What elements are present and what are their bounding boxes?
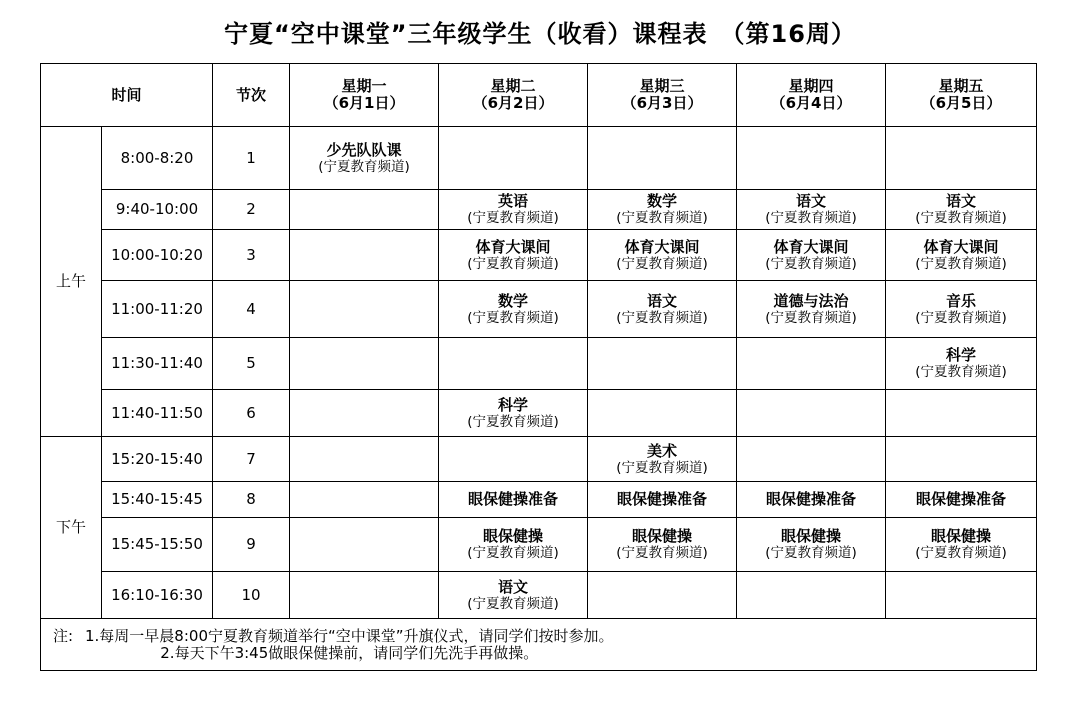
period-index-cell: 4 <box>213 281 290 338</box>
subject-name: 眼保健操准备 <box>916 490 1007 508</box>
page-title: 宁夏“空中课堂”三年级学生（收看）课程表 （第16周） <box>224 20 856 48</box>
class-cell <box>290 482 439 518</box>
class-cell <box>886 230 1037 281</box>
channel-name: (宁夏教育频道) <box>616 255 708 272</box>
subject-name: 科学 <box>946 346 977 364</box>
class-cell <box>737 390 886 437</box>
class-cell <box>737 281 886 338</box>
header-index: 节次 <box>213 64 290 127</box>
subject-name: 眼保健操准备 <box>617 490 708 508</box>
channel-name: (宁夏教育频道) <box>318 158 410 175</box>
subject-name: 体育大课间 <box>923 237 999 256</box>
class-cell <box>737 518 886 572</box>
class-cell <box>439 390 588 437</box>
period-index-cell: 6 <box>213 390 290 437</box>
subject-name: 科学 <box>498 395 529 414</box>
class-cell <box>588 572 737 619</box>
channel-name: (宁夏教育频道) <box>765 210 857 226</box>
channel-name: (宁夏教育频道) <box>616 309 708 326</box>
table-row <box>41 338 1037 390</box>
subject-name: 道德与法治 <box>773 291 849 310</box>
class-cell <box>439 230 588 281</box>
table-row <box>41 518 1037 572</box>
class-cell <box>737 338 886 390</box>
class-cell <box>439 518 588 572</box>
header-day-date: （6月4日） <box>770 94 852 112</box>
channel-name: (宁夏教育频道) <box>467 413 559 430</box>
channel-name: (宁夏教育频道) <box>915 309 1007 326</box>
time-cell: 15:45-15:50 <box>102 518 213 572</box>
class-cell <box>439 338 588 390</box>
class-cell <box>588 281 737 338</box>
class-cell <box>737 572 886 619</box>
header-time: 时间 <box>41 64 213 127</box>
table-row <box>41 230 1037 281</box>
time-cell: 11:00-11:20 <box>102 281 213 338</box>
class-cell <box>886 437 1037 482</box>
subject-name: 数学 <box>647 192 678 210</box>
channel-name: (宁夏教育频道) <box>915 210 1007 226</box>
period-index-cell: 1 <box>213 127 290 190</box>
header-day <box>439 64 588 127</box>
subject-name: 眼保健操 <box>931 527 992 545</box>
header-day-date: （6月2日） <box>472 94 554 112</box>
subject-name: 美术 <box>647 441 678 460</box>
schedule-table <box>40 63 1037 671</box>
header-day <box>588 64 737 127</box>
channel-name: (宁夏教育频道) <box>467 595 559 612</box>
class-cell <box>290 230 439 281</box>
class-cell <box>290 437 439 482</box>
class-cell <box>588 230 737 281</box>
class-cell <box>439 127 588 190</box>
header-day-date: （6月1日） <box>323 94 405 112</box>
table-row <box>41 127 1037 190</box>
period-morning: 上午 <box>41 127 102 437</box>
header-day-name: 星期一 <box>341 77 387 95</box>
class-cell <box>439 482 588 518</box>
class-cell <box>588 518 737 572</box>
notes-label: 注: <box>52 626 74 645</box>
channel-name: (宁夏教育频道) <box>467 255 559 272</box>
header-day <box>886 64 1037 127</box>
period-index-cell: 5 <box>213 338 290 390</box>
header-row <box>41 64 1037 127</box>
time-cell: 9:40-10:00 <box>102 190 213 230</box>
header-day-name: 星期四 <box>788 77 834 95</box>
class-cell <box>588 437 737 482</box>
class-cell <box>886 572 1037 619</box>
channel-name: (宁夏教育频道) <box>915 364 1007 380</box>
channel-name: (宁夏教育频道) <box>915 255 1007 272</box>
subject-name: 眼保健操准备 <box>468 490 559 508</box>
class-cell <box>886 390 1037 437</box>
class-cell <box>290 127 439 190</box>
subject-name: 体育大课间 <box>624 237 700 256</box>
class-cell <box>290 518 439 572</box>
period-index-cell: 2 <box>213 190 290 230</box>
period-index-cell: 3 <box>213 230 290 281</box>
subject-name: 语文 <box>498 577 529 596</box>
header-day-name: 星期三 <box>639 77 685 95</box>
time-cell: 11:30-11:40 <box>102 338 213 390</box>
subject-name: 英语 <box>498 192 529 210</box>
header-day-name: 星期二 <box>490 77 536 95</box>
class-cell <box>439 190 588 230</box>
time-cell: 10:00-10:20 <box>102 230 213 281</box>
time-cell: 11:40-11:50 <box>102 390 213 437</box>
subject-name: 语文 <box>796 192 827 210</box>
class-cell <box>290 338 439 390</box>
subject-name: 眼保健操 <box>632 527 693 545</box>
subject-name: 眼保健操 <box>483 527 544 545</box>
header-day-date: （6月3日） <box>621 94 703 112</box>
class-cell <box>886 338 1037 390</box>
table-row <box>41 190 1037 230</box>
class-cell <box>290 190 439 230</box>
class-cell <box>439 281 588 338</box>
subject-name: 眼保健操准备 <box>766 490 857 508</box>
table-row <box>41 437 1037 482</box>
class-cell <box>588 190 737 230</box>
class-cell <box>737 127 886 190</box>
time-cell: 15:40-15:45 <box>102 482 213 518</box>
channel-name: (宁夏教育频道) <box>915 545 1007 561</box>
table-row <box>41 281 1037 338</box>
table-row <box>41 390 1037 437</box>
class-cell <box>886 281 1037 338</box>
period-index-cell: 10 <box>213 572 290 619</box>
class-cell <box>439 437 588 482</box>
class-cell <box>737 190 886 230</box>
subject-name: 体育大课间 <box>475 237 551 256</box>
period-index-cell: 7 <box>213 437 290 482</box>
channel-name: (宁夏教育频道) <box>467 210 559 226</box>
period-index-cell: 9 <box>213 518 290 572</box>
subject-name: 体育大课间 <box>773 237 849 256</box>
channel-name: (宁夏教育频道) <box>765 309 857 326</box>
time-cell: 8:00-8:20 <box>102 127 213 190</box>
table-row <box>41 572 1037 619</box>
class-cell <box>588 127 737 190</box>
subject-name: 语文 <box>946 192 977 210</box>
header-day-date: （6月5日） <box>920 94 1002 112</box>
note-line: 1.每周一早晨8:00宁夏教育频道举行“空中课堂”升旗仪式，请同学们按时参加。 <box>85 626 614 645</box>
subject-name: 眼保健操 <box>781 527 842 545</box>
class-cell <box>886 518 1037 572</box>
time-cell: 15:20-15:40 <box>102 437 213 482</box>
subject-name: 音乐 <box>946 291 977 310</box>
header-day <box>737 64 886 127</box>
class-cell <box>886 482 1037 518</box>
period-index-cell: 8 <box>213 482 290 518</box>
channel-name: (宁夏教育频道) <box>765 545 857 561</box>
class-cell <box>290 281 439 338</box>
notes-cell <box>41 619 1037 671</box>
header-day <box>290 64 439 127</box>
channel-name: (宁夏教育频道) <box>467 309 559 326</box>
note-line: 2.每天下午3:45做眼保健操前，请同学们先洗手再做操。 <box>160 643 539 662</box>
channel-name: (宁夏教育频道) <box>616 459 708 476</box>
period-afternoon: 下午 <box>41 437 102 619</box>
class-cell <box>737 482 886 518</box>
class-cell <box>737 437 886 482</box>
class-cell <box>290 390 439 437</box>
class-cell <box>290 572 439 619</box>
class-cell <box>886 127 1037 190</box>
channel-name: (宁夏教育频道) <box>467 545 559 561</box>
channel-name: (宁夏教育频道) <box>616 545 708 561</box>
header-day-name: 星期五 <box>938 77 984 95</box>
subject-name: 少先队队课 <box>326 140 402 159</box>
class-cell <box>439 572 588 619</box>
class-cell <box>588 338 737 390</box>
class-cell <box>588 390 737 437</box>
table-row <box>41 482 1037 518</box>
channel-name: (宁夏教育频道) <box>616 210 708 226</box>
subject-name: 语文 <box>647 291 678 310</box>
class-cell <box>588 482 737 518</box>
time-cell: 16:10-16:30 <box>102 572 213 619</box>
channel-name: (宁夏教育频道) <box>765 255 857 272</box>
subject-name: 数学 <box>498 291 529 310</box>
class-cell <box>886 190 1037 230</box>
class-cell <box>737 230 886 281</box>
notes-row <box>41 619 1037 671</box>
